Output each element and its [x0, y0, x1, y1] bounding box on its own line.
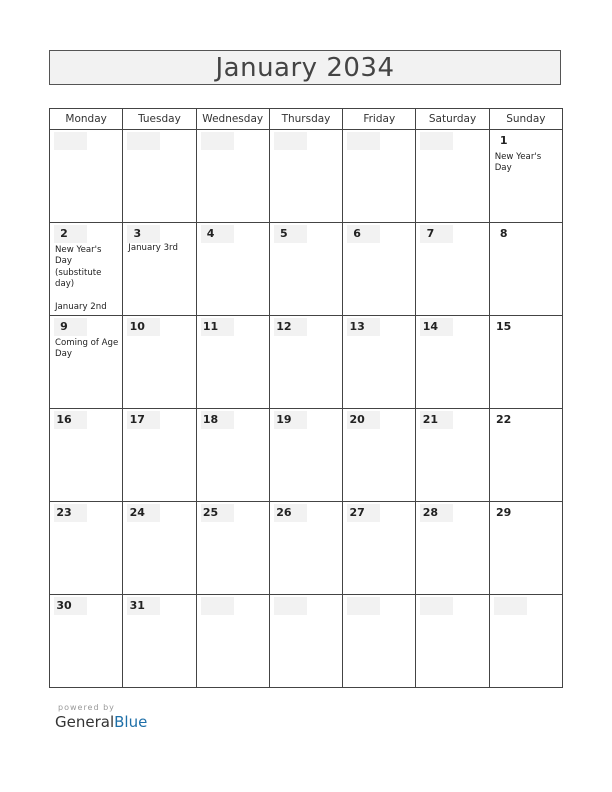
week-row [50, 316, 563, 409]
weekday-header-monday: Monday [50, 109, 123, 130]
weekday-header-saturday: Saturday [416, 109, 489, 130]
events-list [55, 338, 119, 361]
holiday-label: New Year's Day [494, 152, 542, 174]
weekday-header-thursday: Thursday [269, 109, 342, 130]
day-number: 8 [499, 227, 508, 240]
day-number: 1 [499, 134, 508, 147]
day-number-background [127, 132, 160, 150]
empty-day-cell [416, 130, 489, 223]
day-number: 4 [206, 227, 215, 240]
holiday-label: New Year's Day (substitute day) [55, 245, 102, 290]
day-cell-17 [123, 409, 196, 502]
empty-day-cell [196, 595, 269, 688]
day-number: 22 [496, 413, 512, 426]
empty-day-cell [269, 130, 342, 223]
powered-by-text: powered by [58, 703, 115, 712]
empty-day-cell [343, 595, 416, 688]
day-cell-9 [50, 316, 123, 409]
day-number: 11 [202, 320, 219, 333]
day-cell-6 [343, 223, 416, 316]
week-row [50, 502, 563, 595]
day-number-background [274, 597, 307, 615]
day-number: 9 [60, 320, 68, 333]
day-number-background [274, 132, 307, 150]
day-number: 14 [422, 320, 439, 333]
day-cell-26 [269, 502, 342, 595]
day-number: 28 [422, 506, 439, 519]
day-number: 31 [129, 599, 145, 612]
day-number: 27 [349, 506, 365, 519]
day-number: 29 [496, 506, 512, 519]
day-number: 23 [56, 506, 72, 519]
day-number-background [494, 597, 527, 615]
day-cell-20 [343, 409, 416, 502]
day-number: 18 [202, 413, 219, 426]
holiday-label: Coming of Age Day [55, 338, 119, 360]
weekday-header-sunday: Sunday [489, 109, 562, 130]
day-number: 17 [129, 413, 145, 426]
holiday-label: January 2nd [55, 301, 107, 312]
day-number: 21 [422, 413, 439, 426]
day-cell-8 [489, 223, 562, 316]
day-number: 5 [280, 227, 288, 240]
weekday-header-wednesday: Wednesday [196, 109, 269, 130]
day-cell-19 [269, 409, 342, 502]
empty-day-cell [269, 595, 342, 688]
day-cell-23 [50, 502, 123, 595]
day-number: 16 [56, 413, 72, 426]
day-number: 20 [349, 413, 365, 426]
week-row [50, 409, 563, 502]
day-number: 24 [129, 506, 145, 519]
day-cell-10 [123, 316, 196, 409]
day-cell-25 [196, 502, 269, 595]
brand-logo [55, 713, 147, 731]
day-cell-2 [50, 223, 123, 316]
day-number: 25 [202, 506, 219, 519]
day-number-background [347, 132, 380, 150]
day-number: 19 [276, 413, 292, 426]
day-cell-15 [489, 316, 562, 409]
footer-branding [55, 703, 147, 731]
day-number: 10 [129, 320, 145, 333]
day-cell-18 [196, 409, 269, 502]
day-number: 3 [133, 227, 142, 240]
day-cell-31 [123, 595, 196, 688]
empty-day-cell [416, 595, 489, 688]
day-cell-1 [489, 130, 562, 223]
weekday-header-row [50, 109, 563, 130]
day-cell-21 [416, 409, 489, 502]
day-cell-16 [50, 409, 123, 502]
day-cell-5 [269, 223, 342, 316]
brand-blue: Blue [114, 713, 148, 731]
events-list [128, 243, 192, 254]
day-cell-22 [489, 409, 562, 502]
day-cell-3 [123, 223, 196, 316]
weekday-header-friday: Friday [343, 109, 416, 130]
day-cell-28 [416, 502, 489, 595]
day-cell-27 [343, 502, 416, 595]
day-number: 15 [496, 320, 512, 333]
brand-general: General [55, 713, 115, 731]
day-number: 30 [56, 599, 72, 612]
day-number-background [347, 597, 380, 615]
day-number: 26 [276, 506, 292, 519]
calendar-title: January 2034 [49, 50, 561, 85]
day-number-background [420, 132, 453, 150]
day-number: 12 [276, 320, 292, 333]
day-cell-24 [123, 502, 196, 595]
day-cell-7 [416, 223, 489, 316]
calendar-grid [49, 108, 563, 688]
day-number: 6 [353, 227, 361, 240]
empty-day-cell [489, 595, 562, 688]
day-number-background [54, 132, 87, 150]
empty-day-cell [50, 130, 123, 223]
day-cell-11 [196, 316, 269, 409]
week-row [50, 223, 563, 316]
day-number: 7 [426, 227, 435, 240]
empty-day-cell [343, 130, 416, 223]
day-number-background [201, 597, 234, 615]
day-cell-13 [343, 316, 416, 409]
day-number-background [201, 132, 234, 150]
events-list [495, 152, 559, 175]
day-number: 13 [349, 320, 365, 333]
day-cell-29 [489, 502, 562, 595]
week-row [50, 130, 563, 223]
day-cell-14 [416, 316, 489, 409]
day-number-background [420, 597, 453, 615]
weekday-header-tuesday: Tuesday [123, 109, 196, 130]
day-number: 2 [60, 227, 68, 240]
empty-day-cell [123, 130, 196, 223]
week-row [50, 595, 563, 688]
events-list [55, 245, 119, 313]
day-cell-4 [196, 223, 269, 316]
day-cell-12 [269, 316, 342, 409]
day-cell-30 [50, 595, 123, 688]
empty-day-cell [196, 130, 269, 223]
holiday-label: January 3rd [128, 243, 178, 253]
